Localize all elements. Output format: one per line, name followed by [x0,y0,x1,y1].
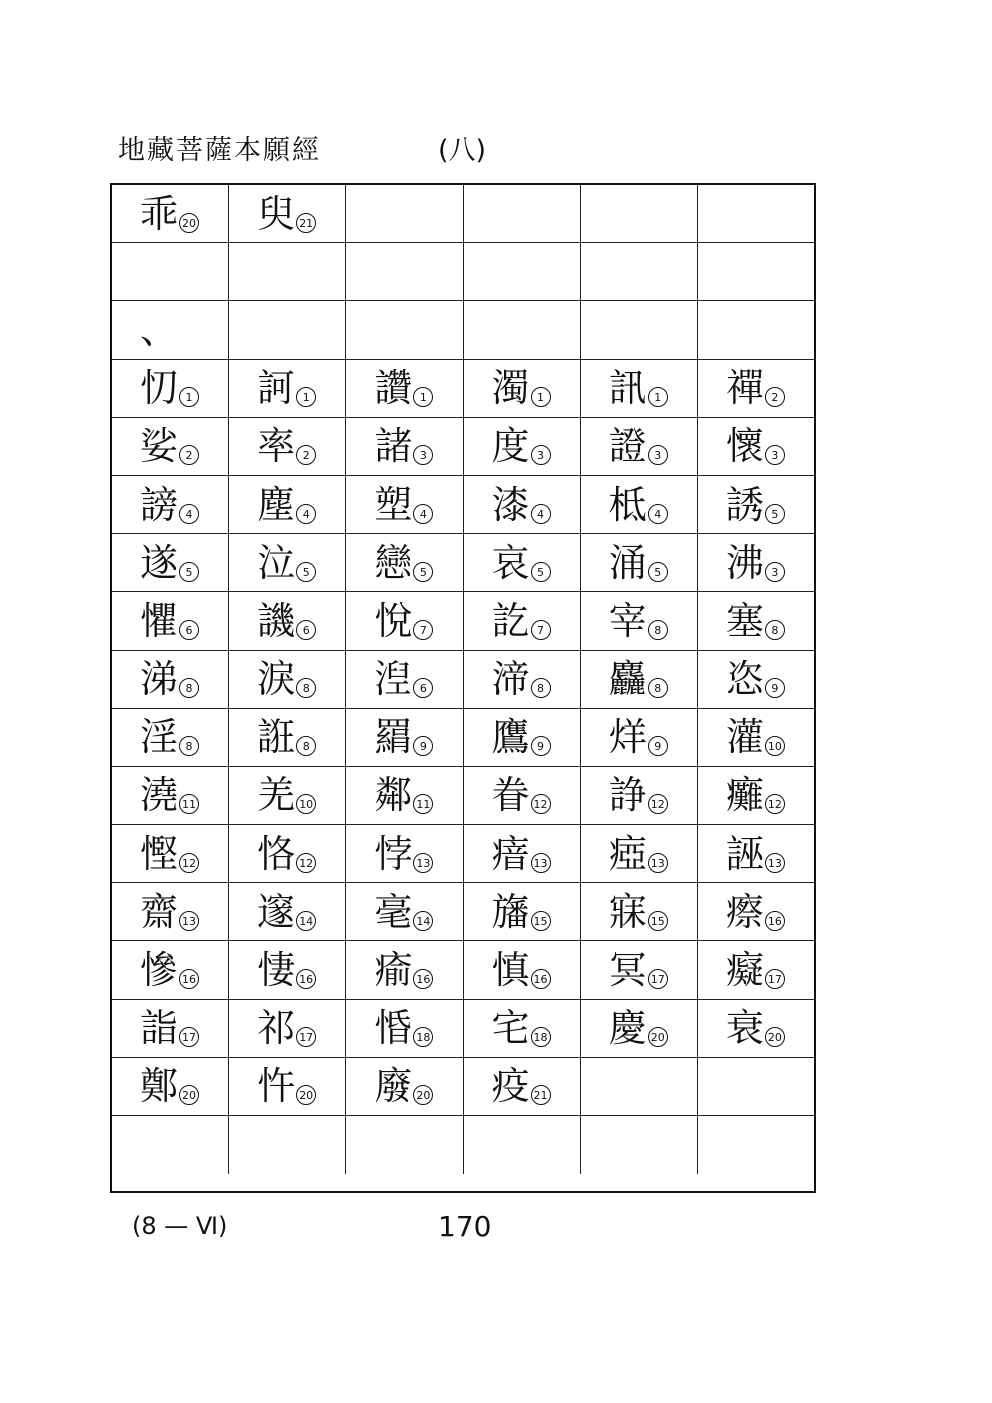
grid-cell [112,301,229,358]
grid-cell [229,1000,346,1057]
circled-chapter-number: 3 [531,445,551,465]
grid-cell [698,418,814,475]
page-number: 170 [438,1210,492,1243]
circled-chapter-number: 18 [413,1027,433,1047]
character: 哀 [491,540,530,585]
circled-chapter-number: 8 [179,736,199,756]
grid-cell [346,476,463,533]
grid-cell [581,825,698,882]
character: 譏 [257,598,296,643]
character: 鄭 [140,1064,179,1109]
grid-row [112,1000,814,1058]
circled-chapter-number: 15 [648,911,668,931]
character: 疫 [491,1064,530,1109]
character: 涕 [140,657,179,702]
grid-cell [698,360,814,417]
grid-row [112,941,814,999]
grid-row [112,825,814,883]
circled-chapter-number: 5 [531,562,551,582]
grid-cell [698,476,814,533]
grid-cell [581,360,698,417]
character: 訊 [608,366,647,411]
grid-cell [346,360,463,417]
grid-cell [581,1000,698,1057]
character: 瘂 [608,831,647,876]
grid-cell [581,651,698,708]
grid-cell [112,767,229,824]
character: 齋 [140,889,179,934]
circled-chapter-number: 17 [179,1027,199,1047]
circled-chapter-number: 5 [179,562,199,582]
grid-cell [464,360,581,417]
grid-cell [229,651,346,708]
character-grid [110,183,816,1193]
character: 慶 [608,1006,647,1051]
grid-row [112,709,814,767]
character: 懷 [725,424,764,469]
circled-chapter-number: 9 [413,736,433,756]
grid-cell [346,185,463,242]
character: 沸 [725,540,764,585]
character: 誑 [257,715,296,760]
grid-cell [112,418,229,475]
grid-cell [698,592,814,649]
character: 淚 [257,657,296,702]
grid-cell [346,243,463,300]
character: 涌 [608,540,647,585]
character: 戀 [374,540,413,585]
grid-cell [581,767,698,824]
character: 誘 [725,482,764,527]
character: 羌 [257,773,296,818]
grid-cell [464,883,581,940]
grid-cell [112,1116,229,1174]
circled-chapter-number: 5 [765,504,785,524]
grid-cell [346,301,463,358]
circled-chapter-number: 10 [765,736,785,756]
character: 澆 [140,773,179,818]
character: 恣 [725,657,764,702]
grid-cell [698,1058,814,1115]
volume-label: (八) [438,135,487,166]
grid-cell [698,185,814,242]
grid-cell [112,185,229,242]
grid-row [112,185,814,243]
character: 癡 [725,948,764,993]
grid-cell [346,767,463,824]
character: 訶 [257,366,296,411]
grid-cell [581,301,698,358]
circled-chapter-number: 12 [179,853,199,873]
circled-chapter-number: 14 [413,911,433,931]
character: 癱 [725,773,764,818]
character: 湼 [374,657,413,702]
character: 臾 [257,191,296,236]
circled-chapter-number: 14 [296,911,316,931]
character: 漆 [491,482,530,527]
grid-cell [581,418,698,475]
grid-cell [464,1000,581,1057]
character: 柢 [608,482,647,527]
circled-chapter-number: 5 [648,562,668,582]
circled-chapter-number: 1 [296,387,316,407]
grid-row [112,1116,814,1174]
grid-cell [464,592,581,649]
document-title: 地藏菩薩本願經 [118,135,321,166]
grid-cell [581,534,698,591]
circled-chapter-number: 8 [179,678,199,698]
character: 悖 [374,831,413,876]
circled-chapter-number: 9 [648,736,668,756]
character: 衰 [725,1006,764,1051]
grid-cell [112,534,229,591]
grid-cell [698,825,814,882]
character: 悅 [374,598,413,643]
grid-cell [112,1000,229,1057]
circled-chapter-number: 21 [531,1085,551,1105]
circled-chapter-number: 12 [765,794,785,814]
grid-cell [112,243,229,300]
character: 諍 [608,773,647,818]
grid-cell [112,1058,229,1115]
character: 恪 [257,831,296,876]
character: 塞 [725,598,764,643]
character: 乖 [140,191,179,236]
grid-cell [346,592,463,649]
grid-cell [229,709,346,766]
grid-cell [464,767,581,824]
circled-chapter-number: 6 [296,620,316,640]
character: 證 [608,424,647,469]
character: 度 [491,424,530,469]
circled-chapter-number: 17 [648,969,668,989]
grid-cell [581,243,698,300]
grid-cell [698,301,814,358]
grid-cell [346,941,463,998]
circled-chapter-number: 4 [413,504,433,524]
grid-cell [229,360,346,417]
character: 鷹 [491,715,530,760]
circled-chapter-number: 1 [648,387,668,407]
character: 誣 [725,831,764,876]
circled-chapter-number: 10 [296,794,316,814]
grid-cell [464,301,581,358]
circled-chapter-number: 7 [413,620,433,640]
circled-chapter-number: 16 [296,969,316,989]
grid-cell [112,651,229,708]
character: 瘵 [725,889,764,934]
circled-chapter-number: 16 [179,969,199,989]
grid-cell [346,883,463,940]
character: 旛 [491,889,530,934]
circled-chapter-number: 20 [413,1085,433,1105]
character: 寐 [608,889,647,934]
grid-row [112,592,814,650]
circled-chapter-number: 7 [531,620,551,640]
circled-chapter-number: 12 [648,794,668,814]
grid-row [112,301,814,359]
character: 邃 [257,889,296,934]
grid-cell [346,709,463,766]
grid-cell [698,1116,814,1174]
grid-row [112,883,814,941]
circled-chapter-number: 3 [765,562,785,582]
character: 惛 [374,1006,413,1051]
grid-cell [698,767,814,824]
circled-chapter-number: 1 [413,387,433,407]
circled-chapter-number: 13 [531,853,551,873]
grid-cell [112,941,229,998]
grid-cell [229,1116,346,1174]
grid-cell [464,418,581,475]
circled-chapter-number: 13 [648,853,668,873]
circled-chapter-number: 20 [179,213,199,233]
grid-cell [346,1058,463,1115]
grid-cell [464,243,581,300]
circled-chapter-number: 13 [413,853,433,873]
grid-cell [229,825,346,882]
grid-cell [229,185,346,242]
grid-cell [464,709,581,766]
circled-chapter-number: 8 [765,620,785,640]
circled-chapter-number: 3 [765,445,785,465]
circled-chapter-number: 20 [765,1027,785,1047]
character: 淫 [140,715,179,760]
grid-cell [346,418,463,475]
character: 泣 [257,540,296,585]
character: 宅 [491,1006,530,1051]
grid-row [112,767,814,825]
circled-chapter-number: 20 [296,1085,316,1105]
circled-chapter-number: 21 [296,213,316,233]
grid-cell [346,1000,463,1057]
grid-cell [581,709,698,766]
grid-cell [581,592,698,649]
grid-cell [581,476,698,533]
circled-chapter-number: 6 [179,620,199,640]
circled-chapter-number: 16 [765,911,785,931]
circled-chapter-number: 1 [179,387,199,407]
grid-cell [346,651,463,708]
grid-row [112,476,814,534]
character: 鄰 [374,773,413,818]
grid-cell [346,1116,463,1174]
grid-cell [464,1058,581,1115]
grid-row [112,1058,814,1116]
grid-cell [229,592,346,649]
grid-cell [698,243,814,300]
circled-chapter-number: 8 [296,678,316,698]
character: 羂 [374,715,413,760]
character: 灌 [725,715,764,760]
character: 禪 [725,366,764,411]
character: 謗 [140,482,179,527]
character: 渧 [491,657,530,702]
grid-cell [112,883,229,940]
grid-cell [581,1116,698,1174]
circled-chapter-number: 2 [765,387,785,407]
grid-cell [229,883,346,940]
character: 瘉 [374,948,413,993]
circled-chapter-number: 12 [531,794,551,814]
circled-chapter-number: 4 [648,504,668,524]
character: 慘 [140,948,179,993]
character: 慳 [140,831,179,876]
grid-cell [229,476,346,533]
circled-chapter-number: 15 [531,911,551,931]
grid-cell [464,941,581,998]
grid-cell [581,185,698,242]
grid-cell [698,1000,814,1057]
grid-cell [229,301,346,358]
grid-cell [229,1058,346,1115]
grid-cell [229,534,346,591]
character: 毫 [374,889,413,934]
grid-cell [112,592,229,649]
grid-cell [229,767,346,824]
circled-chapter-number: 8 [648,678,668,698]
circled-chapter-number: 5 [296,562,316,582]
grid-cell [698,534,814,591]
circled-chapter-number: 9 [765,678,785,698]
character: 慎 [491,948,530,993]
character: 冥 [608,948,647,993]
circled-chapter-number: 3 [648,445,668,465]
character: 宰 [608,598,647,643]
grid-row [112,360,814,418]
grid-cell [229,941,346,998]
grid-cell [346,825,463,882]
character: 娑 [140,424,179,469]
circled-chapter-number: 3 [413,445,433,465]
circled-chapter-number: 4 [179,504,199,524]
circled-chapter-number: 4 [296,504,316,524]
circled-chapter-number: 8 [648,620,668,640]
grid-cell [464,534,581,591]
character: 烊 [608,715,647,760]
circled-chapter-number: 16 [531,969,551,989]
grid-row [112,243,814,301]
grid-cell [112,360,229,417]
character: 懼 [140,598,179,643]
character: 塵 [257,482,296,527]
grid-cell [581,941,698,998]
circled-chapter-number: 2 [296,445,316,465]
circled-chapter-number: 17 [765,969,785,989]
character: 詣 [140,1006,179,1051]
circled-chapter-number: 20 [648,1027,668,1047]
grid-cell [346,534,463,591]
circled-chapter-number: 4 [531,504,551,524]
grid-cell [112,825,229,882]
grid-cell [464,651,581,708]
character: 忉 [140,366,179,411]
character: 眷 [491,773,530,818]
grid-cell [464,1116,581,1174]
grid-cell [581,1058,698,1115]
character: 、 [140,307,179,352]
character: 濁 [491,366,530,411]
circled-chapter-number: 9 [531,736,551,756]
circled-chapter-number: 8 [531,678,551,698]
circled-chapter-number: 2 [179,445,199,465]
grid-row [112,418,814,476]
footer-code: (8 — Ⅵ) [132,1212,228,1240]
grid-cell [464,825,581,882]
character: 讚 [374,366,413,411]
grid-cell [229,418,346,475]
circled-chapter-number: 6 [413,678,433,698]
character: 忤 [257,1064,296,1109]
grid-row [112,534,814,592]
grid-cell [464,476,581,533]
circled-chapter-number: 13 [765,853,785,873]
circled-chapter-number: 17 [296,1027,316,1047]
grid-cell [112,709,229,766]
grid-cell [581,883,698,940]
character: 瘖 [491,831,530,876]
circled-chapter-number: 1 [531,387,551,407]
circled-chapter-number: 12 [296,853,316,873]
circled-chapter-number: 13 [179,911,199,931]
character: 塑 [374,482,413,527]
circled-chapter-number: 8 [296,736,316,756]
grid-cell [112,476,229,533]
grid-cell [698,941,814,998]
character: 遂 [140,540,179,585]
character: 廢 [374,1064,413,1109]
circled-chapter-number: 20 [179,1085,199,1105]
grid-cell [229,243,346,300]
circled-chapter-number: 5 [413,562,433,582]
circled-chapter-number: 11 [179,794,199,814]
character: 率 [257,424,296,469]
grid-row [112,651,814,709]
character: 祁 [257,1006,296,1051]
grid-cell [698,709,814,766]
character: 訖 [491,598,530,643]
grid-cell [464,185,581,242]
character: 麤 [608,657,647,702]
circled-chapter-number: 11 [413,794,433,814]
grid-cell [698,883,814,940]
circled-chapter-number: 18 [531,1027,551,1047]
character: 諸 [374,424,413,469]
circled-chapter-number: 16 [413,969,433,989]
grid-cell [698,651,814,708]
character: 悽 [257,948,296,993]
